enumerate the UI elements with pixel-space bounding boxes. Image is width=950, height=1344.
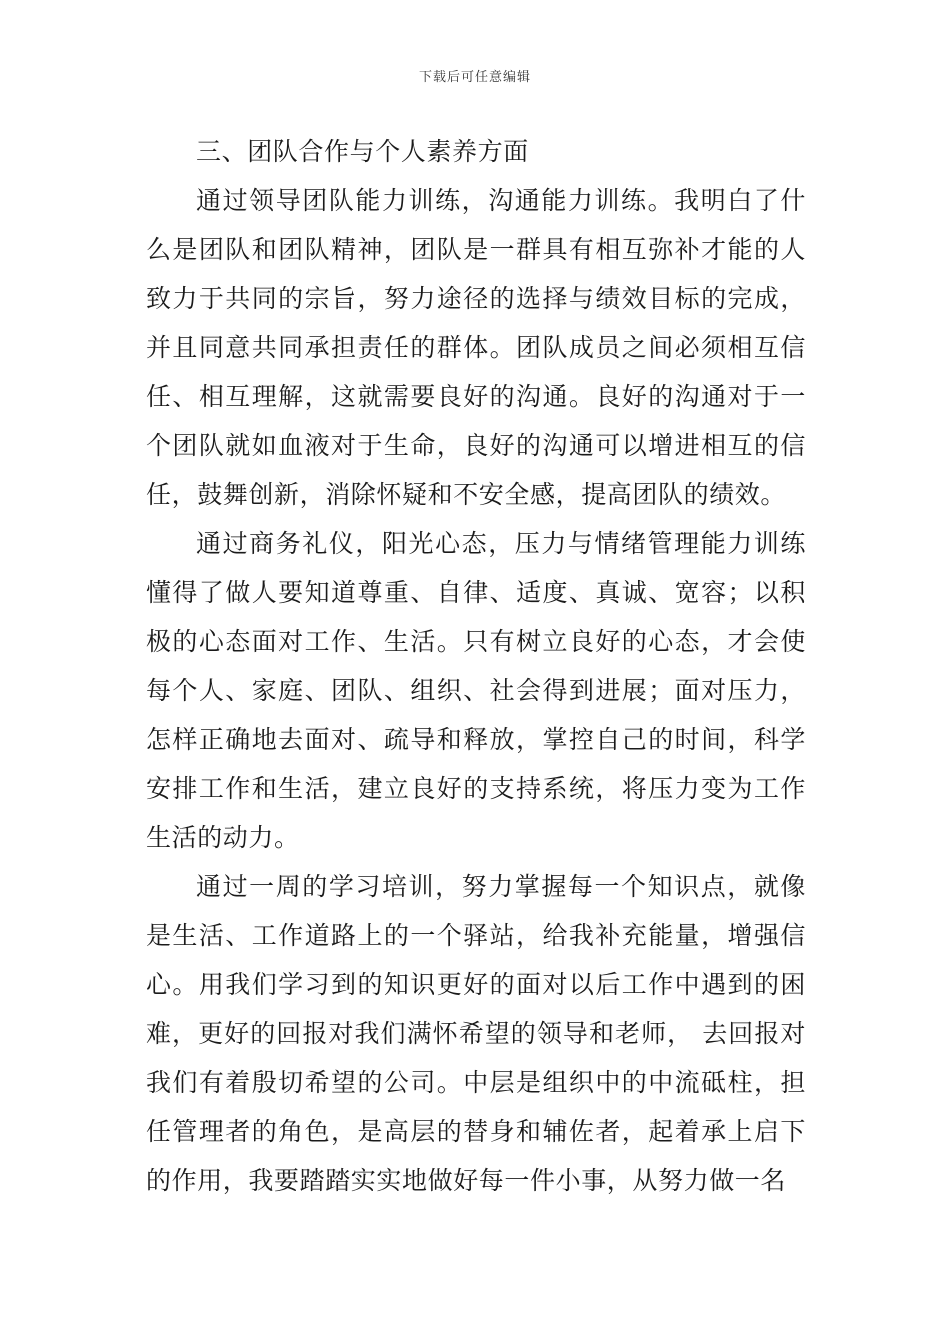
paragraph-etiquette: 通过商务礼仪，阳光心态，压力与情绪管理能力训练懂得了做人要知道尊重、自律、适度、真诚、宽容；以积极的心态面对工作、生活。只有树立良好的心态，才会使每个人、家庭、团队、组织、社会得到进展；面对压力，怎样正确地去面对、疏导和释放，掌控自己的时间，科学安排工作和生活，建立良好的支持系统，将压力变为工作生活的动力。 bbox=[146, 529, 806, 852]
document-body bbox=[146, 127, 806, 1205]
paragraph-training-summary: 通过一周的学习培训，努力掌握每一个知识点，就像是生活、工作道路上的一个驿站，给我补充能量，增强信心。用我们学习到的知识更好的面对以后工作中遇到的困难，更好的回报对我们满怀希望的领导和老师， 去回报对我们有着殷切希望的公司。中层是组织中的中流砥柱，担任管理者的角色，是高层的替身和辅佐者，起着承上启下的作用，我要踏踏实实地做好每一件小事，从努力做一名 bbox=[146, 872, 806, 1195]
paragraph-teamwork: 通过领导团队能力训练，沟通能力训练。我明白了什么是团队和团队精神，团队是一群具有相互弥补才能的人致力于共同的宗旨，努力途径的选择与绩效目标的完成，并且同意共同承担责任的群体。团队成员之间必须相互信任、相互理解，这就需要良好的沟通。良好的沟通对于一个团队就如血液对于生命，良好的沟通可以增进相互的信任，鼓舞创新，消除怀疑和不安全感，提高团队的绩效。 bbox=[146, 186, 806, 509]
page-header-note: 下载后可任意编辑 bbox=[418, 70, 531, 85]
section-title: 三、团队合作与个人素养方面 bbox=[196, 137, 529, 166]
